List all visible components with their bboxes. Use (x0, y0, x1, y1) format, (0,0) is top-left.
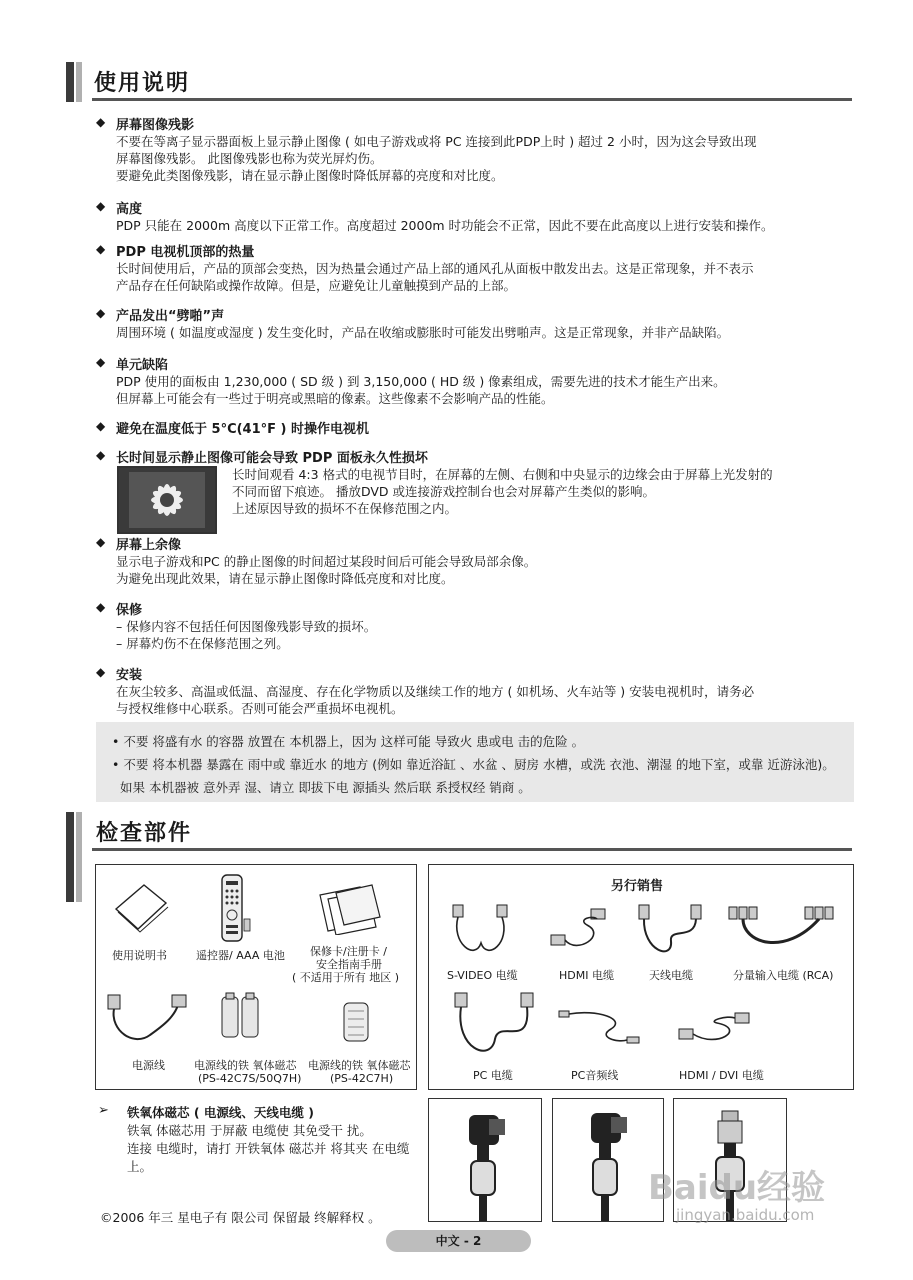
usage-item-line: 为避免出现此效果，请在显示静止图像时降低亮度和对比度。 (116, 571, 454, 586)
pc-cable-icon (451, 989, 537, 1063)
included-caption: ( 不适用于所有 地区 ) (292, 971, 400, 984)
hdmi-dvi-cable-icon (677, 1009, 753, 1053)
section-rule (92, 848, 852, 851)
notice-line: • 不要 将本机器 暴露在 雨中或 靠近水 的地方 (例如 靠近浴缸 、水盆 、厨房 水槽，或洗 衣池、潮湿 的地下室，或靠 近游泳池)。 (112, 757, 835, 772)
usage-item-line: 屏幕图像残影。 此图像残影也称为荧光屏灼伤。 (116, 151, 383, 166)
ferrite-note-line: 上。 (127, 1159, 153, 1174)
ferrite-core-small-icon (338, 999, 374, 1045)
usage-item-line: 不要在等离子显示器面板上显示静止图像 ( 如电子游戏或将 PC 连接到此PDP上时 ) 超过 2 小时，因为这会导致出现 (116, 134, 757, 149)
usage-item-heading: 高度 (116, 202, 143, 217)
usage-item-heading: 安装 (116, 668, 143, 683)
bullet-diamond-icon: ◆ (96, 448, 106, 462)
included-caption: (PS-42C7S/50Q7H) (198, 1072, 302, 1085)
section-bar (66, 812, 74, 902)
sold-caption: 分量输入电缆 (RCA) (733, 969, 834, 982)
included-caption: 电源线的铁 氧体磁芯 (308, 1059, 411, 1072)
sold-caption: PC音频线 (571, 1069, 619, 1082)
watermark-brand: Baidu经验 (648, 1168, 826, 1208)
notice-line: 如果 本机器被 意外弄 湿、请立 即拔下电 源插头 然后联 系授权经 销商 。 (120, 780, 531, 795)
included-caption: 使用说明书 (112, 949, 167, 962)
usage-item-line: 与授权维修中心联系。否则可能会严重损坏电视机。 (116, 701, 404, 716)
sold-caption: S-VIDEO 电缆 (447, 969, 518, 982)
ferrite-note-line: 连接 电缆时，请打 开铁氧体 磁芯并 将其夹 在电缆 (127, 1141, 410, 1156)
bullet-diamond-icon: ◆ (96, 535, 106, 549)
ferrite-note-arrow: ➢ (98, 1103, 109, 1118)
usage-item-line: PDP 只能在 2000m 高度以下正常工作。高度超过 2000m 时功能会不正常，因此不要在此高度以上进行安装和操作。 (116, 218, 774, 233)
warranty-card-icon (316, 883, 382, 935)
usage-item-line: 要避免此类图像残影，请在显示静止图像时降低屏幕的亮度和对比度。 (116, 168, 504, 183)
ferrite-core-icon (218, 991, 264, 1041)
antenna-cable-icon (633, 901, 709, 963)
bullet-diamond-icon: ◆ (96, 665, 106, 679)
bullet-diamond-icon: ◆ (96, 419, 106, 433)
usage-item-line: 在灰尘较多、高温或低温、高湿度、存在化学物质以及继续工作的地方 ( 如机场、火车站等 ) 安装电视机时，请务必 (116, 684, 755, 699)
section-bar-shade (76, 812, 82, 902)
included-caption: 安全指南手册 (316, 958, 382, 971)
pc-audio-cable-icon (557, 1005, 643, 1051)
page-number: 中文 - 2 (386, 1230, 531, 1252)
included-caption: 电源线 (132, 1059, 165, 1072)
usage-item-line: PDP 使用的面板由 1,230,000 ( SD 级 ) 到 3,150,000 ( HD 级 ) 像素组成，需要先进的技术才能生产出来。 (116, 374, 726, 389)
usage-item-heading: 避免在温度低于 5°C(41°F ) 时操作电视机 (116, 422, 370, 437)
component-cable-icon (725, 903, 841, 961)
included-caption: (PS-42C7H) (330, 1072, 394, 1085)
usage-item-line: 显示电子游戏和PC 的静止图像的时间超过某段时间后可能会导致局部余像。 (116, 554, 537, 569)
bullet-diamond-icon: ◆ (96, 242, 106, 256)
ferrite-note-title: 铁氧体磁芯 ( 电源线、天线电缆 ) (127, 1105, 314, 1120)
notice-line: • 不要 将盛有水 的容器 放置在 本机器上，因为 这样可能 导致火 患或电 击的危险 。 (112, 734, 585, 749)
usage-item-line: 长时间使用后，产品的顶部会变热，因为热量会通过产品上部的通风孔从面板中散发出去。这是正常现象，并不表示 (116, 261, 754, 276)
s-video-cable-icon (445, 903, 517, 963)
usage-item-heading: 长时间显示静止图像可能会导致 PDP 面板永久性损坏 (116, 451, 428, 466)
usage-item-heading: 产品发出“劈啪”声 (116, 309, 225, 324)
bullet-diamond-icon: ◆ (96, 306, 106, 320)
usage-item-line: – 保修内容不包括任何因图像残影导致的损坏。 (116, 619, 377, 634)
power-plug-ferrite-icon (429, 1099, 541, 1221)
sold-caption: HDMI / DVI 电缆 (679, 1069, 764, 1082)
sunflower-image-icon (119, 468, 215, 532)
ferrite-note-line: 铁氧 体磁芯用 于屏蔽 电缆使 其免受干 扰。 (127, 1123, 372, 1138)
usage-item-line: 长时间观看 4:3 格式的电视节目时，在屏幕的左侧、右侧和中央显示的边缘会由于屏幕上光发射的 (232, 467, 773, 482)
ferrite-illustration-box (428, 1098, 542, 1222)
usage-item-line: 但屏幕上可能会有一些过于明亮或黑暗的像素。这些像素不会影响产品的性能。 (116, 391, 554, 406)
included-parts-box (95, 864, 417, 1090)
safety-notice-box (96, 722, 854, 802)
included-caption: 遥控器/ AAA 电池 (196, 949, 285, 962)
remote-icon (214, 873, 254, 945)
bullet-diamond-icon: ◆ (96, 600, 106, 614)
sold-caption: 天线电缆 (649, 969, 693, 982)
watermark-url: jingyan.baidu.com (676, 1206, 815, 1224)
bullet-diamond-icon: ◆ (96, 115, 106, 129)
sold-separately-box (428, 864, 854, 1090)
sold-caption: PC 电缆 (473, 1069, 513, 1082)
manual-icon (110, 879, 170, 939)
bullet-diamond-icon: ◆ (96, 355, 106, 369)
usage-item-heading: PDP 电视机顶部的热量 (116, 245, 255, 260)
sold-separately-title: 另行销售 (611, 879, 664, 894)
usage-item-line: 产品存在任何缺陷或操作故障。但是，应避免让儿童触摸到产品的上部。 (116, 278, 517, 293)
usage-item-heading: 屏幕图像残影 (116, 118, 195, 133)
usage-item-heading: 保修 (116, 603, 143, 618)
usage-item-line: 不同而留下痕迹。 播放DVD 或连接游戏控制台也会对屏幕产生类似的影响。 (232, 484, 656, 499)
usage-item-line: 周围环境 ( 如温度或湿度 ) 发生变化时，产品在收缩或膨胀时可能发出劈啪声。这是正常现象，并非产品缺陷。 (116, 325, 730, 340)
section-bar-shade (76, 62, 82, 102)
hdmi-cable-icon (547, 905, 613, 961)
section-title-parts: 检查部件 (96, 821, 193, 846)
usage-item-line: – 屏幕灼伤不在保修范围之列。 (116, 636, 289, 651)
bullet-diamond-icon: ◆ (96, 199, 106, 213)
sold-caption: HDMI 电缆 (559, 969, 614, 982)
usage-item-line: 上述原因导致的损坏不在保修范围之内。 (232, 501, 458, 516)
copyright-text: ©2006 年三 星电子有 限公司 保留最 终解释权 。 (100, 1210, 381, 1225)
power-cord-icon (104, 991, 190, 1051)
section-title-usage: 使用说明 (94, 71, 191, 96)
section-rule (92, 98, 852, 101)
usage-item-heading: 单元缺陷 (116, 358, 169, 373)
power-plug-ferrite-icon (553, 1099, 663, 1221)
included-caption: 保修卡/注册卡 / (310, 945, 387, 958)
included-caption: 电源线的铁 氧体磁芯 (194, 1059, 297, 1072)
usage-item-heading: 屏幕上余像 (116, 538, 182, 553)
section-bar (66, 62, 74, 102)
burn-in-illustration (117, 466, 217, 534)
